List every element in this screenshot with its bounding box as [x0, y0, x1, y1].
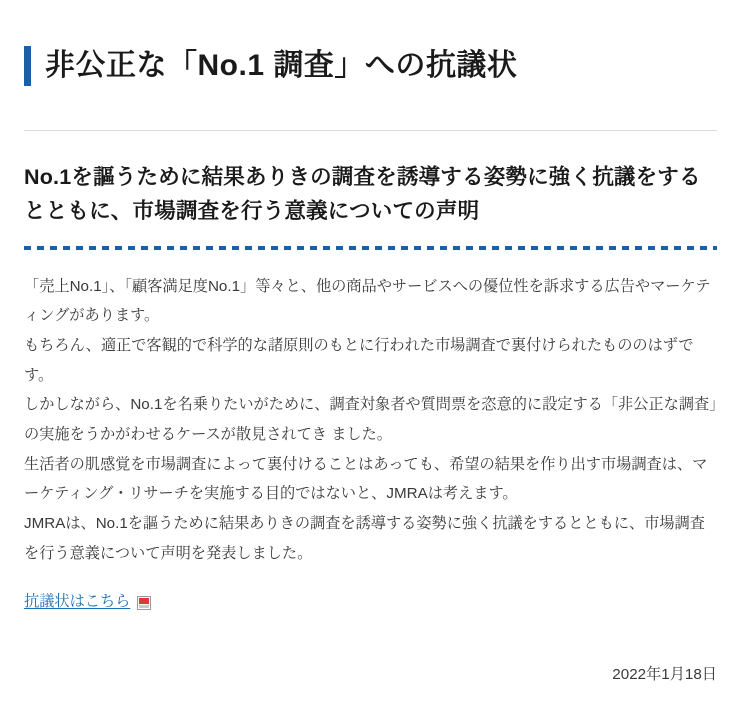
body-paragraph: しかしながら、No.1を名乗りたいがために、調査対象者や質問票を恣意的に設定する「非公正な調査」の実施をうかがわせるケースが散見されてき ました。 — [24, 396, 717, 444]
pdf-icon — [137, 596, 151, 610]
article-page — [0, 28, 741, 710]
title-divider — [24, 130, 717, 131]
body-paragraph: 「売上No.1」、「顧客満足度No.1」等々と、他の商品やサービスへの優位性を訴求する広告やマーケティングがあります。 — [24, 277, 711, 325]
protest-letter-link[interactable]: 抗議状はこちら — [24, 593, 131, 611]
body-paragraph: もちろん、適正で客観的で科学的な諸原則のもとに行われた市場調査で裏付けられたもののはずです。 — [24, 337, 694, 384]
dotted-divider — [24, 246, 717, 250]
page-title: 非公正な「No.1 調査」への抗議状 — [45, 49, 518, 83]
publication-date: 2022年1月18日 — [612, 666, 717, 683]
page-title-row — [24, 28, 717, 104]
body-paragraph: 生活者の肌感覚を市場調査によって裏付けることはあっても、希望の結果を作り出す市場調査は、マーケティング・リサーチを実施する目的ではないと、JMRAは考えます。 — [24, 455, 708, 503]
body-copy — [24, 272, 717, 568]
body-paragraph: JMRAは、No.1を謳うために結果ありきの調査を誘導する姿勢に強く抗議をするとともに、市場調査を行う意義について声明を発表しました。 — [24, 514, 705, 562]
lead-heading: No.1を謳うために結果ありきの調査を誘導する姿勢に強く抗議をするとともに、市場調査を行う意義についての声明 — [24, 165, 701, 223]
document-link-row — [24, 590, 717, 611]
title-accent-bar — [24, 46, 31, 86]
